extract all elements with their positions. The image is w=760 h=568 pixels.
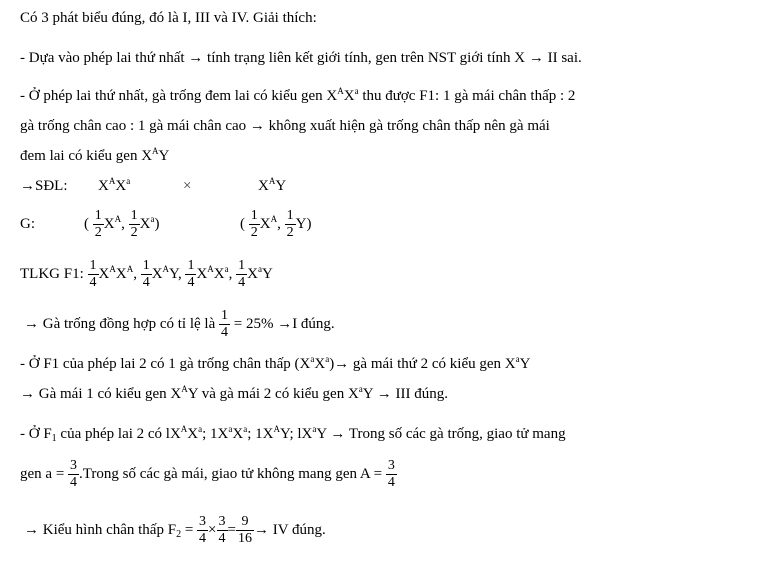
numerator: 3 (387, 458, 395, 474)
parent-male (258, 176, 286, 196)
numerator: 1 (286, 208, 294, 224)
f1-cross2-line (20, 354, 530, 374)
numerator: 1 (238, 258, 246, 274)
denominator: 2 (286, 225, 294, 241)
cross1-text-line3: đem lai có kiểu gen X (20, 148, 153, 164)
sup: A (109, 264, 116, 274)
comma: , (228, 266, 233, 282)
fraction (185, 258, 196, 291)
sup: a (224, 264, 229, 274)
sup: a (243, 424, 248, 434)
cross-symbol (183, 176, 191, 196)
hen-text-b: Y và gà mái 2 có kiểu gen X (187, 386, 359, 402)
equals: = (184, 522, 194, 538)
numerator: 1 (142, 258, 150, 274)
sup: a (515, 354, 520, 364)
equals: = (227, 522, 236, 538)
sup: a (150, 214, 155, 224)
y-letter: Y (295, 216, 307, 232)
paren: ( (84, 216, 89, 232)
denominator: 4 (70, 475, 78, 491)
cross1-text-line2: gà trống chân cao : 1 gà mái chân cao → không xuất hiện gà trống chân thấp nên gà mái (20, 118, 550, 134)
homozygous-line (24, 304, 335, 344)
f1-genotypes-e: Y; lX (279, 426, 313, 442)
x-letter: X (115, 266, 127, 282)
sup: a (257, 264, 262, 274)
fraction (386, 458, 397, 491)
paren: ( (240, 216, 245, 232)
sup: a (126, 176, 131, 186)
fraction (129, 208, 140, 241)
f1-genotypes-a: - Ở F (20, 426, 52, 442)
denominator: 4 (199, 531, 207, 547)
point-sex-linked (20, 48, 582, 68)
denominator: 4 (238, 275, 246, 291)
paren: ) (306, 216, 312, 232)
comma: , (133, 266, 137, 282)
f1-genotypes-line (20, 424, 566, 444)
numerator: 1 (250, 208, 258, 224)
y-letter: Y (275, 178, 287, 194)
x-letter: X (232, 426, 244, 442)
numerator: 9 (236, 514, 254, 531)
diagram-line (20, 176, 68, 196)
comma: , (277, 216, 281, 232)
intro-text: Có 3 phát biểu đúng, đó là I, III và IV. Giải thích: (20, 10, 317, 26)
sup: A (268, 176, 276, 186)
gen-a-text: gen a = (20, 466, 65, 482)
f1-cross2-text-a: - Ở F1 của phép lai 2 có 1 gà trống chân thấp (X (20, 356, 311, 372)
denominator: 16 (237, 531, 252, 547)
denominator: 4 (387, 475, 395, 491)
denominator: 2 (94, 225, 102, 241)
sup: a (325, 354, 330, 364)
sup: A (207, 264, 214, 274)
sup: a (228, 424, 233, 434)
x-letter: X (247, 266, 258, 282)
cross-symbol-text: × (183, 178, 192, 194)
phenotype-text: → Kiểu hình chân thấp F (24, 522, 177, 538)
fraction (141, 258, 152, 291)
homozygous-result: = 25% →I đúng. (233, 316, 335, 332)
sup: A (337, 86, 344, 96)
fraction (197, 514, 208, 547)
sup: a (198, 424, 203, 434)
cross1-line2 (20, 116, 550, 136)
sdl-label: →SĐL: (20, 178, 68, 194)
x-letter: X (98, 266, 110, 282)
y-letter: Y (158, 148, 170, 164)
sup: A (180, 424, 188, 434)
x-letter: X (115, 178, 127, 194)
sup: A (126, 264, 134, 274)
sup: a (358, 384, 363, 394)
gamete-male (240, 204, 311, 244)
y-letter: Y (519, 356, 531, 372)
intro-line (20, 8, 317, 28)
fraction (93, 208, 104, 241)
g-label: G: (20, 216, 35, 232)
x-letter: X (213, 266, 225, 282)
fraction (249, 208, 260, 241)
x-letter: X (196, 266, 208, 282)
numerator: 1 (187, 258, 195, 274)
denominator: 4 (89, 275, 97, 291)
point-sex-linked-text: - Dựa vào phép lai thứ nhất → tính trạng liên kết giới tính, gen trên NST giới tính X → II sai. (20, 50, 582, 66)
sup: a (310, 354, 315, 364)
fraction (236, 258, 247, 291)
gamete-label (20, 204, 35, 244)
sup: A (181, 384, 188, 394)
x-letter: X (139, 216, 151, 232)
sub: 2 (176, 529, 182, 540)
numerator: 3 (199, 514, 207, 530)
sup: A (114, 214, 122, 224)
x-letter: X (314, 356, 326, 372)
sub: 1 (51, 433, 57, 444)
homozygous-text: → Gà trống đồng hợp có tỉ lệ là (24, 316, 216, 332)
sup: A (273, 424, 280, 434)
sup: A (152, 146, 159, 156)
f1-genotypes-c: ; 1X (202, 426, 229, 442)
cross1-line (20, 86, 575, 106)
parent-female (98, 176, 130, 196)
denominator: 2 (250, 225, 258, 241)
f1-genotypes-b: của phép lai 2 có lX (56, 426, 181, 442)
x-letter: X (259, 216, 271, 232)
cross1-text-b: X (343, 88, 355, 104)
x-letter: X (98, 178, 109, 194)
cross1-line3 (20, 146, 169, 166)
numerator: 3 (70, 458, 78, 474)
times: × (208, 522, 217, 538)
denominator: 4 (187, 275, 195, 291)
tlkg-label: TLKG F1: (20, 266, 84, 282)
fraction (217, 514, 228, 547)
sup: a (354, 86, 359, 96)
phenotype-result: → IV đúng. (253, 522, 326, 538)
denominator: 4 (142, 275, 150, 291)
hen-text-a: → Gà mái 1 có kiểu gen X (20, 386, 182, 402)
comma: , (121, 216, 125, 232)
comma: , (177, 266, 182, 282)
genotype-ratio-line (20, 254, 273, 294)
fraction (219, 308, 230, 341)
cross1-text-a: - Ở phép lai thứ nhất, gà trống đem lai có kiểu gen X (20, 88, 338, 104)
x-letter: X (187, 426, 199, 442)
fraction (88, 258, 99, 291)
denominator: 4 (218, 531, 226, 547)
x-letter: X (151, 266, 163, 282)
numerator: 1 (220, 308, 228, 324)
x-letter: X (258, 178, 269, 194)
numerator: 1 (130, 208, 138, 224)
numerator: 3 (218, 514, 226, 530)
fraction (68, 458, 79, 491)
sup: A (108, 176, 116, 186)
y-letter: Y (169, 266, 178, 282)
fraction (236, 514, 254, 547)
paren: ) (154, 216, 160, 232)
phenotype-line (24, 510, 326, 550)
f1-genotypes-f: Y → Trong số các gà trống, giao tử mang (316, 426, 566, 442)
x-letter: X (103, 216, 115, 232)
gen-a-text-b: .Trong số các gà mái, giao tử không mang gen A = (79, 466, 383, 482)
hen-text-c: Y → III đúng. (362, 386, 449, 402)
sup: a (312, 424, 317, 434)
hen-genotype-line (20, 384, 448, 404)
gamete-ratio-line (20, 454, 397, 494)
fraction (285, 208, 296, 241)
sup: A (162, 264, 170, 274)
denominator: 2 (130, 225, 138, 241)
y-letter: Y (261, 266, 273, 282)
numerator: 1 (89, 258, 97, 274)
f1-genotypes-d: ; 1X (247, 426, 274, 442)
denominator: 4 (220, 325, 228, 341)
gamete-female (84, 204, 159, 244)
numerator: 1 (94, 208, 102, 224)
cross1-text-c: thu được F1: 1 gà mái chân thấp : 2 (358, 88, 576, 104)
f1-cross2-text-b: )→ gà mái thứ 2 có kiểu gen X (329, 356, 516, 372)
sup: A (270, 214, 278, 224)
